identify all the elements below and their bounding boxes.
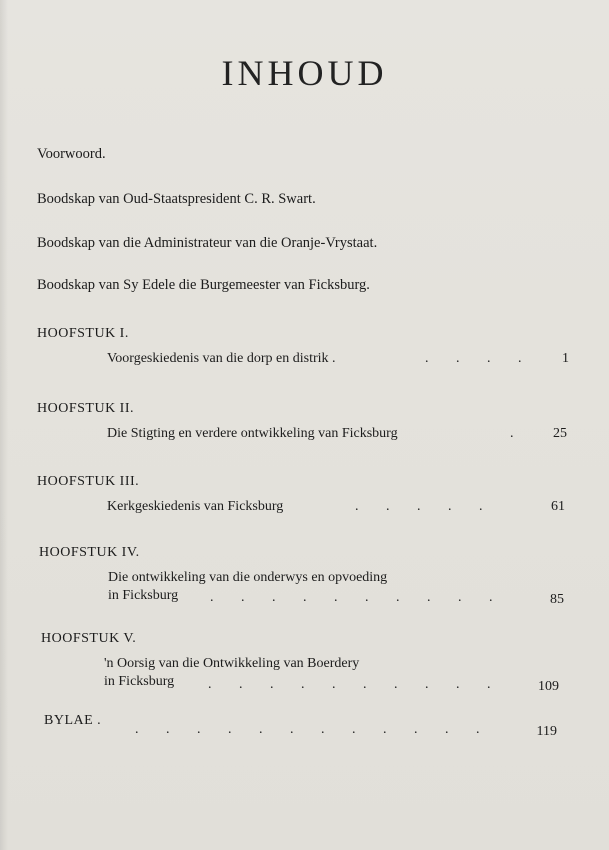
chapter-heading: HOOFSTUK V. xyxy=(41,631,137,646)
page-title: INHOUD xyxy=(221,53,388,93)
toc-preface-message-administrator: Boodskap van die Administrateur van die Oranje-Vrystaat. xyxy=(37,235,378,251)
page-number: 85 xyxy=(550,592,564,607)
chapter-heading: HOOFSTUK II. xyxy=(37,401,134,416)
toc-preface-message-mayor: Boodskap van Sy Edele die Burgemeester van Ficksburg. xyxy=(37,277,370,293)
chapter-heading: HOOFSTUK III. xyxy=(37,474,140,489)
page-number: 61 xyxy=(551,499,565,514)
page-edge-shadow xyxy=(0,0,8,850)
chapter-title: Die ontwikkeling van die onderwys en opvoeding xyxy=(108,570,388,585)
chapter-heading: HOOFSTUK IV. xyxy=(39,545,140,560)
chapter-title: 'n Oorsig van die Ontwikkeling van Boerdery xyxy=(104,656,360,671)
page-number: 1 xyxy=(562,351,569,366)
chapter-title: Kerkgeskiedenis van Ficksburg xyxy=(107,499,284,514)
dot-leader: . xyxy=(510,426,526,441)
dot-leader: . . . . . . . . . . . . xyxy=(135,722,492,737)
dot-leader: . . . . xyxy=(425,351,534,366)
page-number: 119 xyxy=(536,724,557,739)
toc-preface-voorwoord: Voorwoord. xyxy=(37,146,106,162)
dot-leader: . . . . . . . . . . xyxy=(210,590,505,605)
chapter-title: Die Stigting en verdere ontwikkeling van Ficksburg xyxy=(107,426,398,441)
page-number: 25 xyxy=(553,426,567,441)
chapter-heading: HOOFSTUK I. xyxy=(37,326,129,341)
chapter-title: Voorgeskiedenis van die dorp en distrik . xyxy=(107,351,336,366)
appendix-heading: BYLAE . xyxy=(44,713,102,728)
dot-leader: . . . . . xyxy=(355,499,495,514)
chapter-title-continued: in Ficksburg xyxy=(108,588,179,603)
dot-leader: . . . . . . . . . . xyxy=(208,677,503,692)
chapter-title-continued: in Ficksburg xyxy=(104,674,175,689)
toc-preface-message-president: Boodskap van Oud-Staatspresident C. R. Swart. xyxy=(37,191,316,207)
page-number: 109 xyxy=(538,679,559,694)
